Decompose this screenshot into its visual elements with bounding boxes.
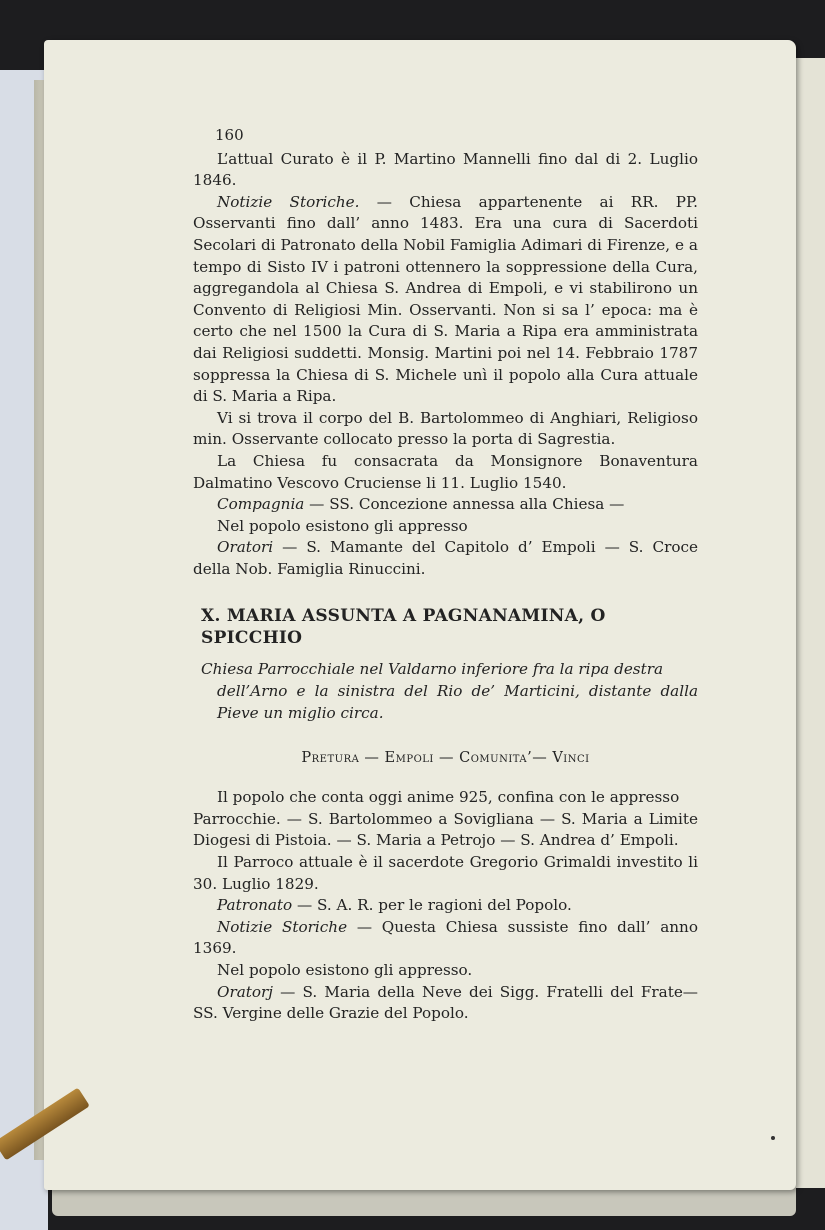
paragraph-bottom-1: Parrocchie. — S. Bartolommeo a Sovigliana — S. Maria a Limite Diogesi di Pistoia. — S. Maria a Petrojo — S. Andrea d’ Empoli. <box>193 809 698 850</box>
paragraph-top-6: Oratori — S. Mamante del Capitolo d’ Empoli — S. Croce della Nob. Famiglia Rinuccini. <box>193 538 698 578</box>
page-number: 160 <box>215 126 244 144</box>
paragraph-bottom-3: Patronato — S. A. R. per le ragioni del Popolo. <box>217 896 572 915</box>
ink-speck <box>771 1136 775 1140</box>
paragraph-bottom-6: Oratorj — S. Maria della Neve dei Sigg. Fratelli del Frate— SS. Vergine delle Grazie del Popolo. <box>193 982 698 1023</box>
paragraph-top-2: Vi si trova il corpo del B. Bartolommeo di Anghiari, Religioso min. Osservante collocato presso la porta di Sagrestia. <box>193 408 698 449</box>
paragraph-top-4: Compagnia — SS. Concezione annessa alla Chiesa — <box>217 495 625 514</box>
paragraph-top-5: Nel popolo esistono gli appresso <box>217 516 468 535</box>
paragraph-top-1: Notizie Storiche. — Chiesa appartenente ai RR. PP. Osservanti fino dall’ anno 1483. Era una cura di Sacerdoti Secolari di Patronato della Nobil Famiglia Adimari di Firenze, e a tempo di Sisto IV i patroni ottennero la soppressione della Cura, aggregandola al Chiesa S. Andrea di Empoli, e vi stabilirono un Convento di Religiosi Min. Osservanti. Non si sa l’ epoca: ma è certo che nel 1500 la Cura di S. Maria a Ripa era amministrata dai Religiosi suddetti. Monsig. Martini poi nel 14. Febbraio 1787 soppressa la Chiesa di S. Michele unì il popolo alla Cura attuale di S. Maria a Ripa. <box>193 192 698 406</box>
jurisdiction-line: Pretura — Empoli — Comunita’— Vinci <box>301 749 590 766</box>
section-subheading: Chiesa Parrocchiale nel Valdarno inferiore fra la ripa destra dell’Arno e la sinistra del Rio de’ Marticini, distante dalla Pieve un miglio circa. <box>201 659 698 722</box>
paragraph-top-3: La Chiesa fu consacrata da Monsignore Bonaventura Dalmatino Vescovo Cruciense li 11. Luglio 1540. <box>193 451 698 492</box>
page-text <box>193 125 698 1025</box>
section-heading: X. MARIA ASSUNTA A PAGNANAMINA, O SPICCHIO <box>201 606 606 649</box>
paragraph-bottom-2: Il Parroco attuale è il sacerdote Gregorio Grimaldi investito li 30. Luglio 1829. <box>193 853 698 893</box>
paragraph-top-0: L’attual Curato è il P. Martino Mannelli fino dal di 2. Luglio 1846. <box>193 149 698 190</box>
paragraph-bottom-4: Notizie Storiche — Questa Chiesa sussiste fino dall’ anno 1369. <box>193 917 698 958</box>
paragraph-bottom-5: Nel popolo esistono gli appresso. <box>217 961 473 979</box>
paragraph-bottom-0: Il popolo che conta oggi anime 925, confina con le appresso <box>217 788 680 807</box>
